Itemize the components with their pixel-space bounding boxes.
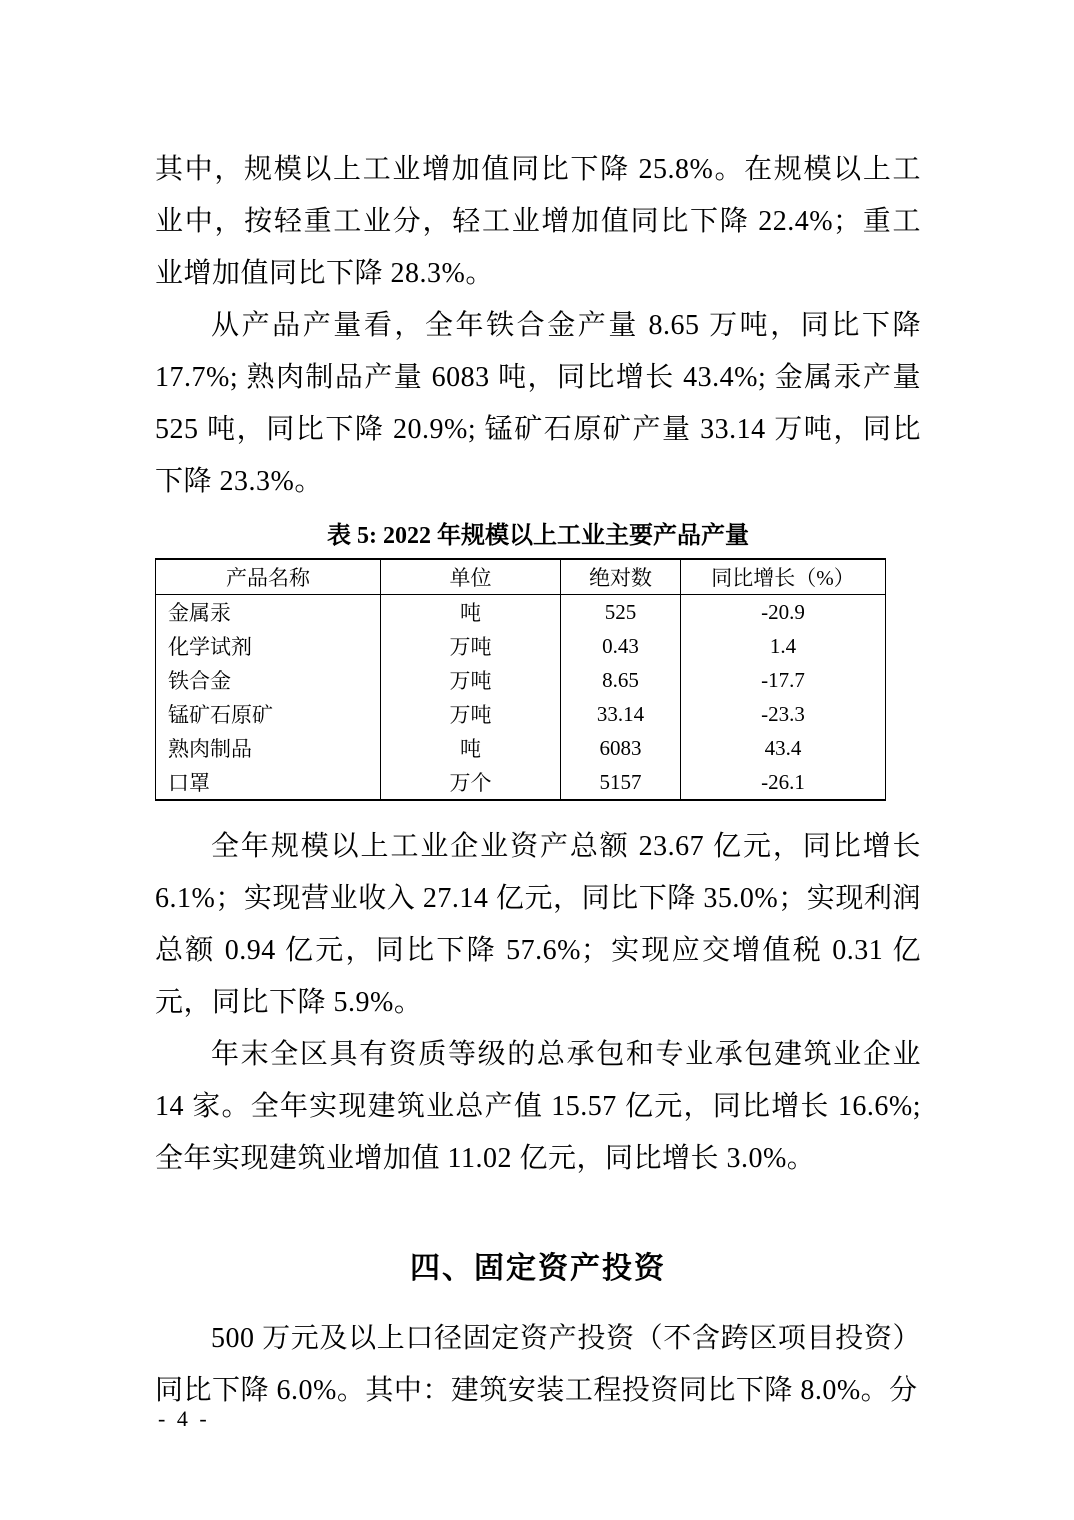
- table-cell-unit: 吨: [381, 731, 561, 765]
- table-header-yoy: 同比增长（%）: [681, 559, 886, 595]
- table-cell-absolute: 525: [561, 595, 681, 630]
- section-heading-fixed-asset-investment: 四、固定资产投资: [410, 1252, 666, 1285]
- table-cell-product: 金属汞: [156, 595, 381, 630]
- table-cell-yoy: -23.3: [681, 697, 886, 731]
- paragraph-fixed-asset-investment: 500 万元及以上口径固定资产投资（不含跨区项目投资）同比下降 6.0%。其中：建筑安装工程投资同比下降 8.0%。分: [155, 1323, 921, 1406]
- table-cell-absolute: 5157: [561, 765, 681, 800]
- table-cell-absolute: 0.43: [561, 629, 681, 663]
- table-title: 表 5: 2022 年规模以上工业主要产品产量: [327, 523, 749, 549]
- table-cell-product: 熟肉制品: [156, 731, 381, 765]
- table-row: [156, 663, 886, 697]
- paragraph-construction: 年末全区具有资质等级的总承包和专业承包建筑业企业 14 家。全年实现建筑业总产值 15.57 亿元，同比增长 16.6%; 全年实现建筑业增加值 11.02 亿元，同比增长 3.0%。: [155, 1039, 921, 1174]
- table-cell-absolute: 8.65: [561, 663, 681, 697]
- table-cell-product: 铁合金: [156, 663, 381, 697]
- table-cell-product: 锰矿石原矿: [156, 697, 381, 731]
- table-cell-yoy: -17.7: [681, 663, 886, 697]
- paragraph-industry-value: 其中，规模以上工业增加值同比下降 25.8%。在规模以上工业中，按轻重工业分，轻工业增加值同比下降 22.4%；重工业增加值同比下降 28.3%。: [155, 154, 921, 289]
- table-cell-product: 化学试剂: [156, 629, 381, 663]
- products-output-table: [155, 558, 886, 801]
- table-cell-product: 口罩: [156, 765, 381, 800]
- table-cell-yoy: 43.4: [681, 731, 886, 765]
- table-cell-yoy: -26.1: [681, 765, 886, 800]
- table-cell-unit: 万个: [381, 765, 561, 800]
- table-cell-absolute: 6083: [561, 731, 681, 765]
- table-row: [156, 595, 886, 630]
- table-header-absolute: 绝对数: [561, 559, 681, 595]
- table-cell-unit: 万吨: [381, 663, 561, 697]
- table-row: [156, 697, 886, 731]
- table-header-product: 产品名称: [156, 559, 381, 595]
- table-cell-unit: 吨: [381, 595, 561, 630]
- table-cell-unit: 万吨: [381, 629, 561, 663]
- table-header-row: [156, 559, 886, 595]
- table-cell-unit: 万吨: [381, 697, 561, 731]
- table-cell-yoy: 1.4: [681, 629, 886, 663]
- table-header-unit: 单位: [381, 559, 561, 595]
- page-number: - 4 -: [158, 1406, 210, 1431]
- table-row: [156, 731, 886, 765]
- table-cell-absolute: 33.14: [561, 697, 681, 731]
- document-page-body: [155, 144, 921, 1417]
- table-row: [156, 765, 886, 800]
- paragraph-product-output: 从产品产量看，全年铁合金产量 8.65 万吨，同比下降 17.7%; 熟肉制品产量 6083 吨，同比增长 43.4%; 金属汞产量 525 吨，同比下降 20.9%; 锰矿石原矿产量 33.14 万吨，同比下降 23.3%。: [155, 310, 921, 497]
- table-row: [156, 629, 886, 663]
- paragraph-enterprise-assets: 全年规模以上工业企业资产总额 23.67 亿元，同比增长 6.1%；实现营业收入 27.14 亿元，同比下降 35.0%；实现利润总额 0.94 亿元，同比下降 57.6%；实现应交增值税 0.31 亿元，同比下降 5.9%。: [155, 831, 921, 1018]
- table-cell-yoy: -20.9: [681, 595, 886, 630]
